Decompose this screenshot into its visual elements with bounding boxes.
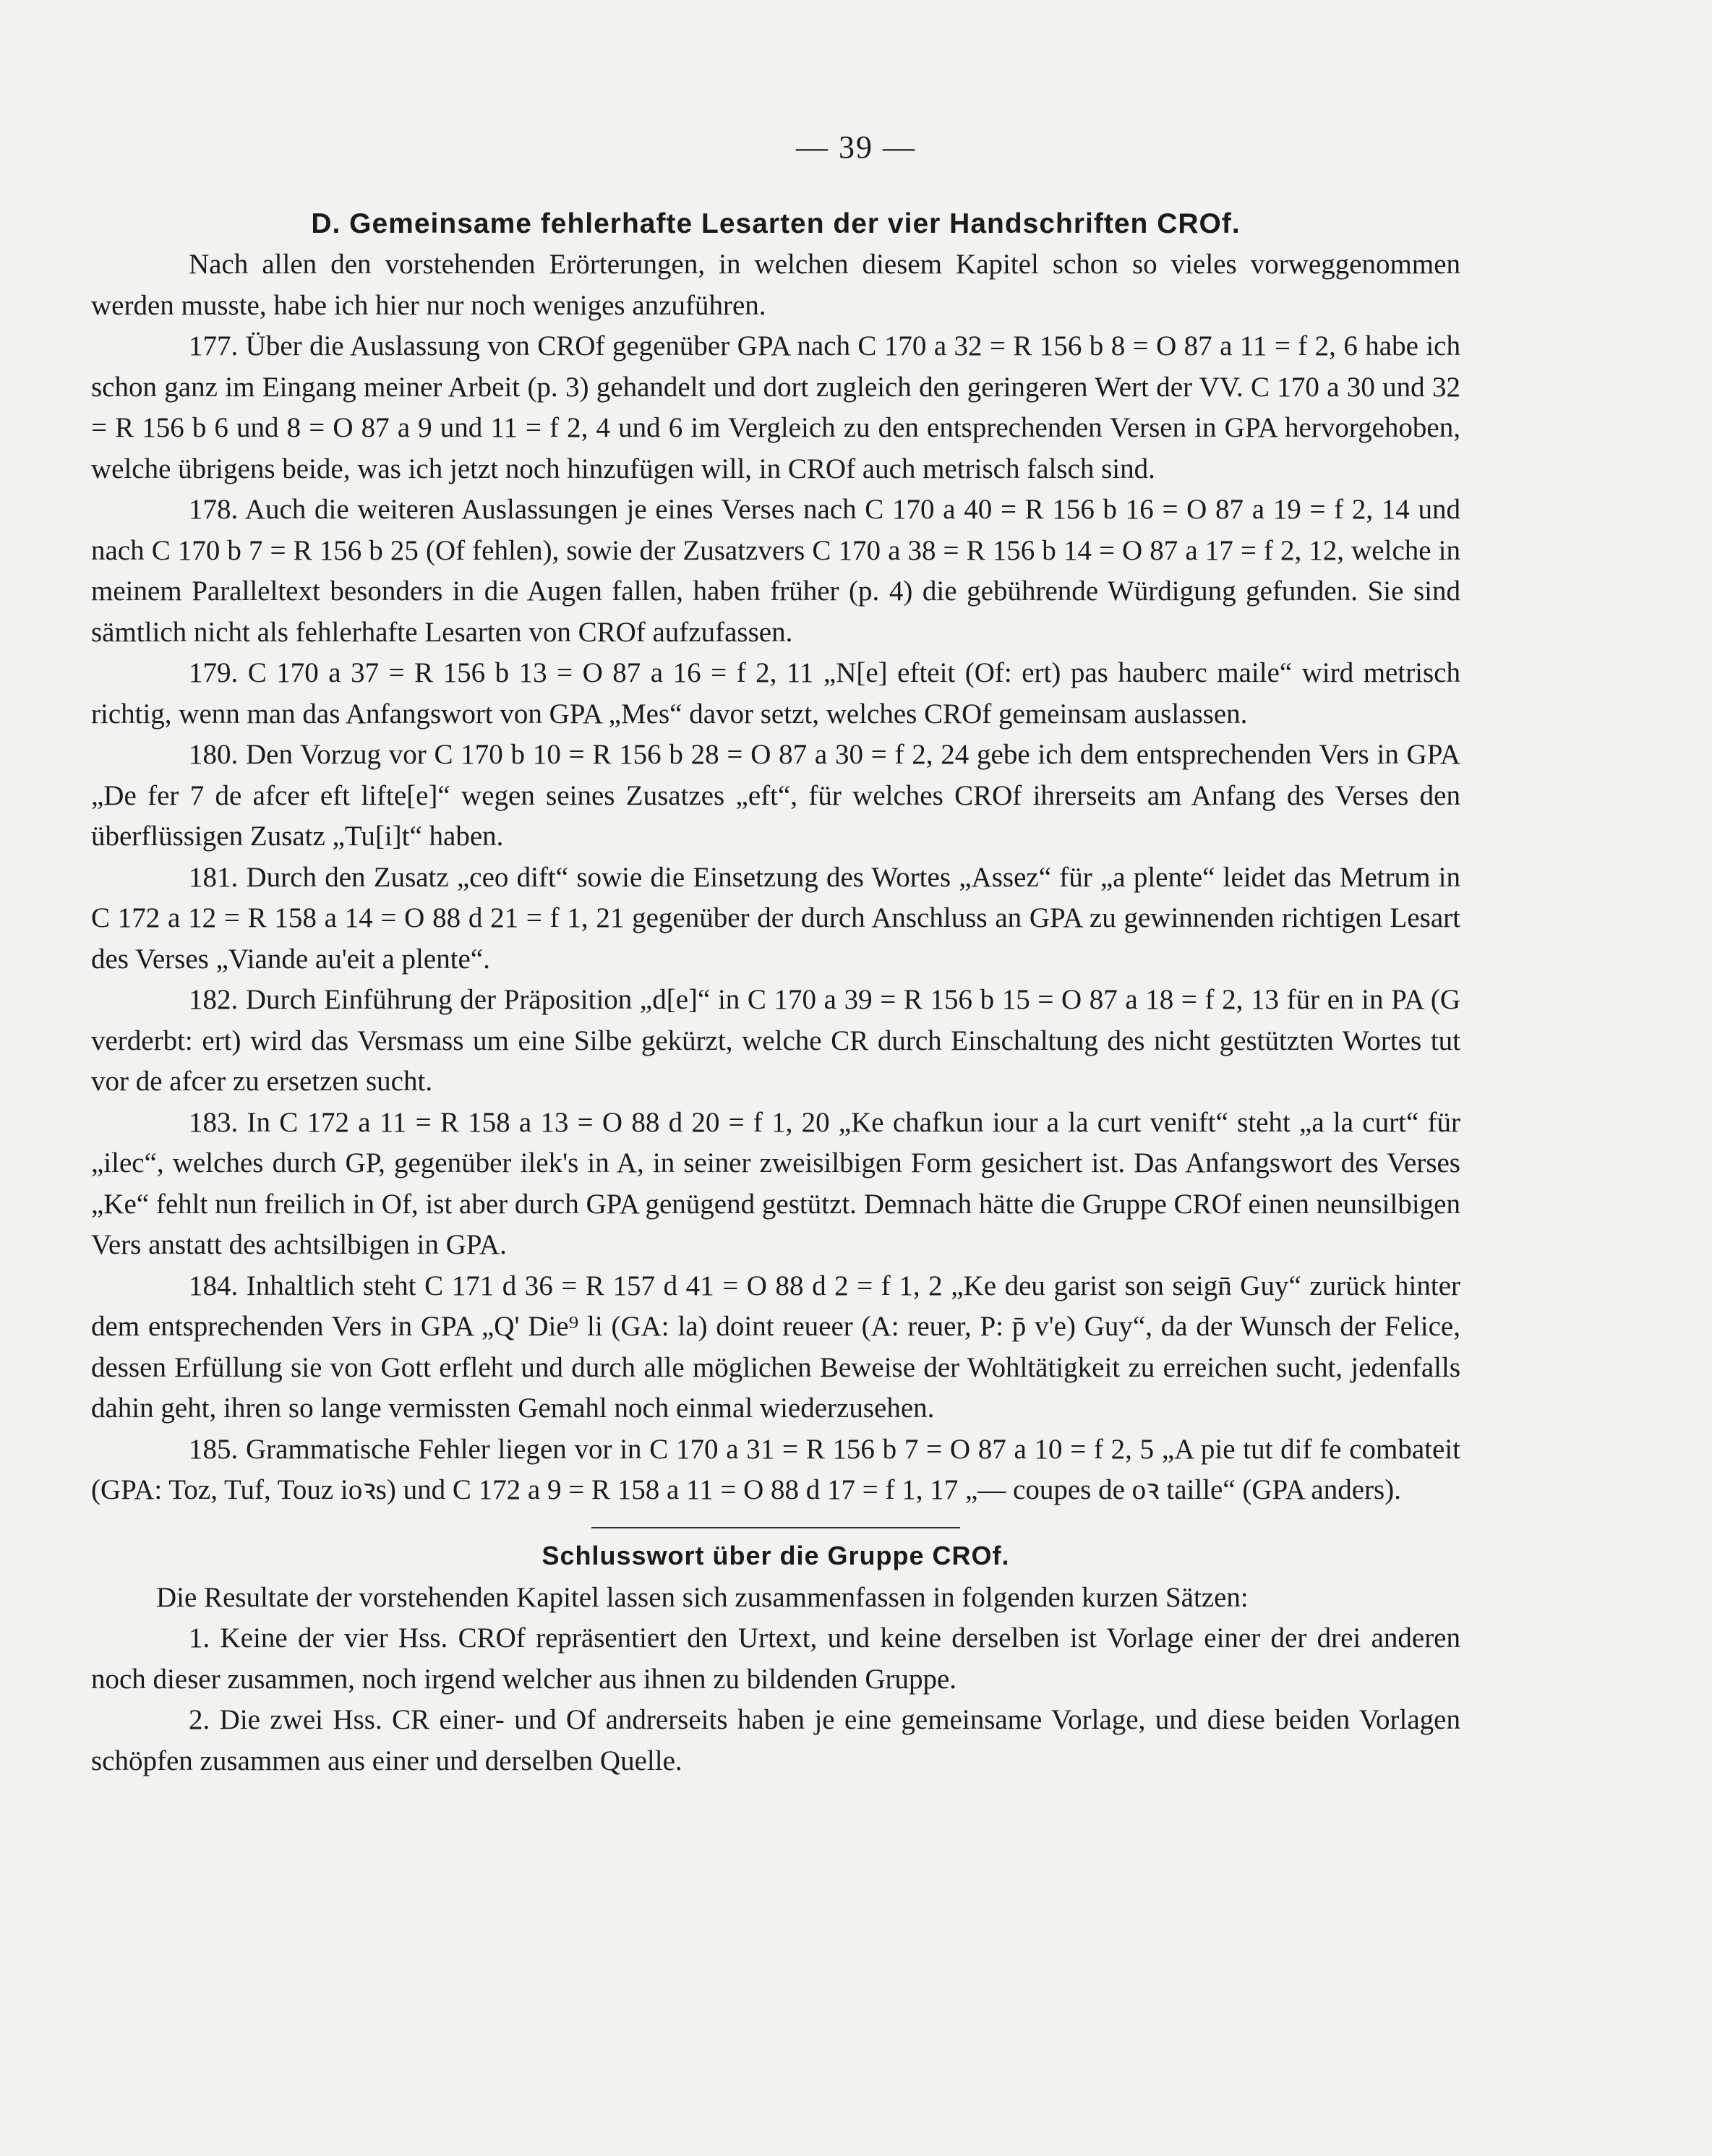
paragraph-185: 185. Grammatische Fehler liegen vor in C 170 a 31 = R 156 b 7 = O 87 a 10 = f 2, 5 „A pie tut dif fe combateit (GPA: Toz, Tuf, Touz ioꝛs) und C 172 a 9 = R 158 a 11 = O 88 d 17 = f 1, 17 „— coupes de oꝛ taille“ (GPA anders).	[91, 1433, 1460, 1505]
paragraph-183: 183. In C 172 a 11 = R 158 a 13 = O 88 d 20 = f 1, 20 „Ke chafkun iour a la curt venift“ steht „a la curt“ für „ilec“, welches durch GP, gegenüber ilek's in A, in seiner zweisilbigen Form gesichert ist. Das Anfangswort des Verses „Ke“ fehlt nun freilich in Of, ist aber durch GPA genügend gestützt. Demnach hätte die Gruppe CROf einen neunsilbigen Vers anstatt des achtsilbigen in GPA.	[91, 1106, 1460, 1260]
paragraph-181: 181. Durch den Zusatz „ceo dift“ sowie die Einsetzung des Wortes „Assez“ für „a plente“ leidet das Metrum in C 172 a 12 = R 158 a 14 = O 88 d 21 = f 1, 21 gegenüber der durch Anschluss an GPA zu gewinnenden richtigen Lesart des Verses „Viande au'eit a plente“.	[91, 861, 1460, 975]
section-heading: D. Gemeinsame fehlerhafte Lesarten der vier Handschriften CROf.	[311, 208, 1241, 239]
paragraph-177: 177. Über die Auslassung von CROf gegenüber GPA nach C 170 a 32 = R 156 b 8 = O 87 a 11 = f 2, 6 habe ich schon ganz im Eingang meiner Arbeit (p. 3) gehandelt und dort zugleich den geringeren Wert der VV. C 170 a 30 und 32 = R 156 b 6 und 8 = O 87 a 9 und 11 = f 2, 4 und 6 im Vergleich zu den entsprechenden Versen in GPA hervorgehoben, welche übrigens beide, was ich jetzt noch hinzufügen will, in CROf auch metrisch falsch sind.	[91, 330, 1460, 484]
page-number: — 39 —	[796, 129, 916, 165]
paragraph-180: 180. Den Vorzug vor C 170 b 10 = R 156 b 28 = O 87 a 30 = f 2, 24 gebe ich dem entsprechenden Vers in GPA „De fer 7 de afcer eft lifte[e]“ wegen seines Zusatzes „eft“, für welches CROf ihrerseits am Anfang des Verses den überflüssigen Zusatz „Tu[i]t“ haben.	[91, 739, 1460, 852]
intro-paragraph: Nach allen den vorstehenden Erörterungen, in welchen diesem Kapitel schon so vieles vorweggenommen werden musste, habe ich hier nur noch weniges anzuführen.	[91, 249, 1460, 321]
paragraph-179: 179. C 170 a 37 = R 156 b 13 = O 87 a 16 = f 2, 11 „N[e] efteit (Of: ert) pas hauberc maile“ wird metrisch richtig, wenn man das Anfangswort von GPA „Mes“ davor setzt, welches CROf gemeinsam auslassen.	[91, 657, 1460, 730]
paragraph-178: 178. Auch die weiteren Auslassungen je eines Verses nach C 170 a 40 = R 156 b 16 = O 87 a 19 = f 2, 14 und nach C 170 b 7 = R 156 b 25 (Of fehlen), sowie der Zusatzvers C 170 a 38 = R 156 b 14 = O 87 a 17 = f 2, 12, welche in meinem Paralleltext besonders in die Augen fallen, haben früher (p. 4) die gebührende Würdigung gefunden. Sie sind sämtlich nicht als fehlerhafte Lesarten von CROf aufzufassen.	[91, 494, 1460, 648]
paragraph-182: 182. Durch Einführung der Präposition „d[e]“ in C 170 a 39 = R 156 b 15 = O 87 a 18 = f 2, 13 für en in PA (G verderbt: ert) wird das Versmass um eine Silbe gekürzt, welche CR durch Einschaltung des nicht gestützten Wortes tut vor de afcer zu ersetzen sucht.	[91, 984, 1460, 1097]
paragraph-184: 184. Inhaltlich steht C 171 d 36 = R 157 d 41 = O 88 d 2 = f 1, 2 „Ke deu garist son seign̄ Guy“ zurück hinter dem entsprechenden Vers in GPA „Q' Die⁹ li (GA: la) doint reueer (A: reuer, P: p̄ v'e) Guy“, da der Wunsch der Felice, dessen Erfüllung sie von Gott erfleht und durch alle möglichen Beweise der Wohltätigkeit zu erreichen sucht, jedenfalls dahin geht, ihren so lange vermissten Gemahl noch einmal wiederzusehen.	[91, 1270, 1460, 1424]
conclusion-heading: Schlusswort über die Gruppe CROf.	[542, 1540, 1010, 1570]
conclusion-intro: Die Resultate der vorstehenden Kapitel lassen sich zusammenfassen in folgenden kurzen Sätzen:	[156, 1581, 1249, 1613]
section-divider	[591, 1527, 960, 1528]
text-column	[91, 204, 1460, 1781]
conclusion-point-1: 1. Keine der vier Hss. CROf repräsentiert den Urtext, und keine derselben ist Vorlage einer der drei anderen noch dieser zusammen, noch irgend welcher aus ihnen zu bildenden Gruppe.	[91, 1622, 1460, 1695]
conclusion-point-2: 2. Die zwei Hss. CR einer- und Of andrerseits haben je eine gemeinsame Vorlage, und diese beiden Vorlagen schöpfen zusammen aus einer und derselben Quelle.	[91, 1704, 1460, 1776]
